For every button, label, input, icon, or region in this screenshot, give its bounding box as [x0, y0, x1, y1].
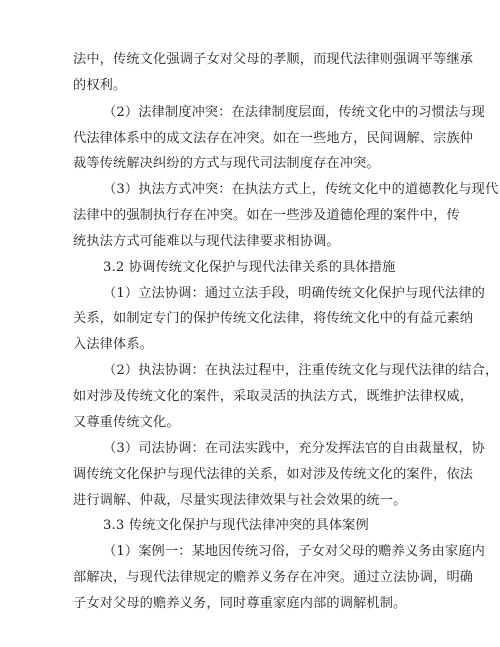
text-line: 又尊重传统文化。 — [73, 415, 180, 430]
text-line: 法中，传统文化强调子女对父母的孝顺，而现代法律则强调平等继承 — [73, 52, 474, 67]
text-line: 子女对父母的赡养义务，同时尊重家庭内部的调解机制。 — [73, 596, 407, 611]
text-line: 入法律体系。 — [73, 337, 154, 352]
text-line: （2）法律制度冲突：在法律制度层面，传统文化中的习惯法与现 — [103, 105, 485, 120]
text-line: 统执法方式可能难以与现代法律要求相协调。 — [73, 234, 340, 249]
text-line: 代法律体系中的成文法存在冲突。如在一些地方，民间调解、宗族仲 — [73, 131, 474, 146]
text-line: （3）司法协调：在司法实践中，充分发挥法官的自由裁量权，协 — [103, 441, 485, 456]
text-line: （1）立法协调：通过立法手段，明确传统文化保护与现代法律的 — [103, 286, 485, 301]
text-line: 的权利。 — [73, 78, 127, 93]
section-heading: 3.3 传统文化保护与现代法律冲突的具体案例 — [103, 518, 369, 533]
section-heading: 3.2 协调传统文化保护与现代法律关系的具体措施 — [103, 260, 396, 275]
text-line: 裁等传统解决纠纷的方式与现代司法制度存在冲突。 — [73, 156, 380, 171]
text-line: 关系，如制定专门的保护传统文化法律，将传统文化中的有益元素纳 — [73, 311, 474, 326]
text-line: （3）执法方式冲突：在执法方式上，传统文化中的道德教化与现代 — [103, 182, 499, 197]
text-line: （2）执法协调：在执法过程中，注重传统文化与现代法律的结合， — [103, 363, 499, 378]
text-line: 如对涉及传统文化的案件，采取灵活的执法方式，既维护法律权威， — [73, 389, 474, 404]
text-line: 部解决，与现代法律规定的赡养义务存在冲突。通过立法协调，明确 — [73, 570, 474, 585]
text-line: 调传统文化保护与现代法律的关系，如对涉及传统文化的案件，依法 — [73, 467, 474, 482]
text-line: 进行调解、仲裁，尽量实现法律效果与社会效果的统一。 — [73, 493, 407, 508]
text-line: 法律中的强制执行存在冲突。如在一些涉及道德伦理的案件中，传 — [73, 208, 460, 223]
text-line: （1）案例一：某地因传统习俗，子女对父母的赡养义务由家庭内 — [103, 544, 485, 559]
